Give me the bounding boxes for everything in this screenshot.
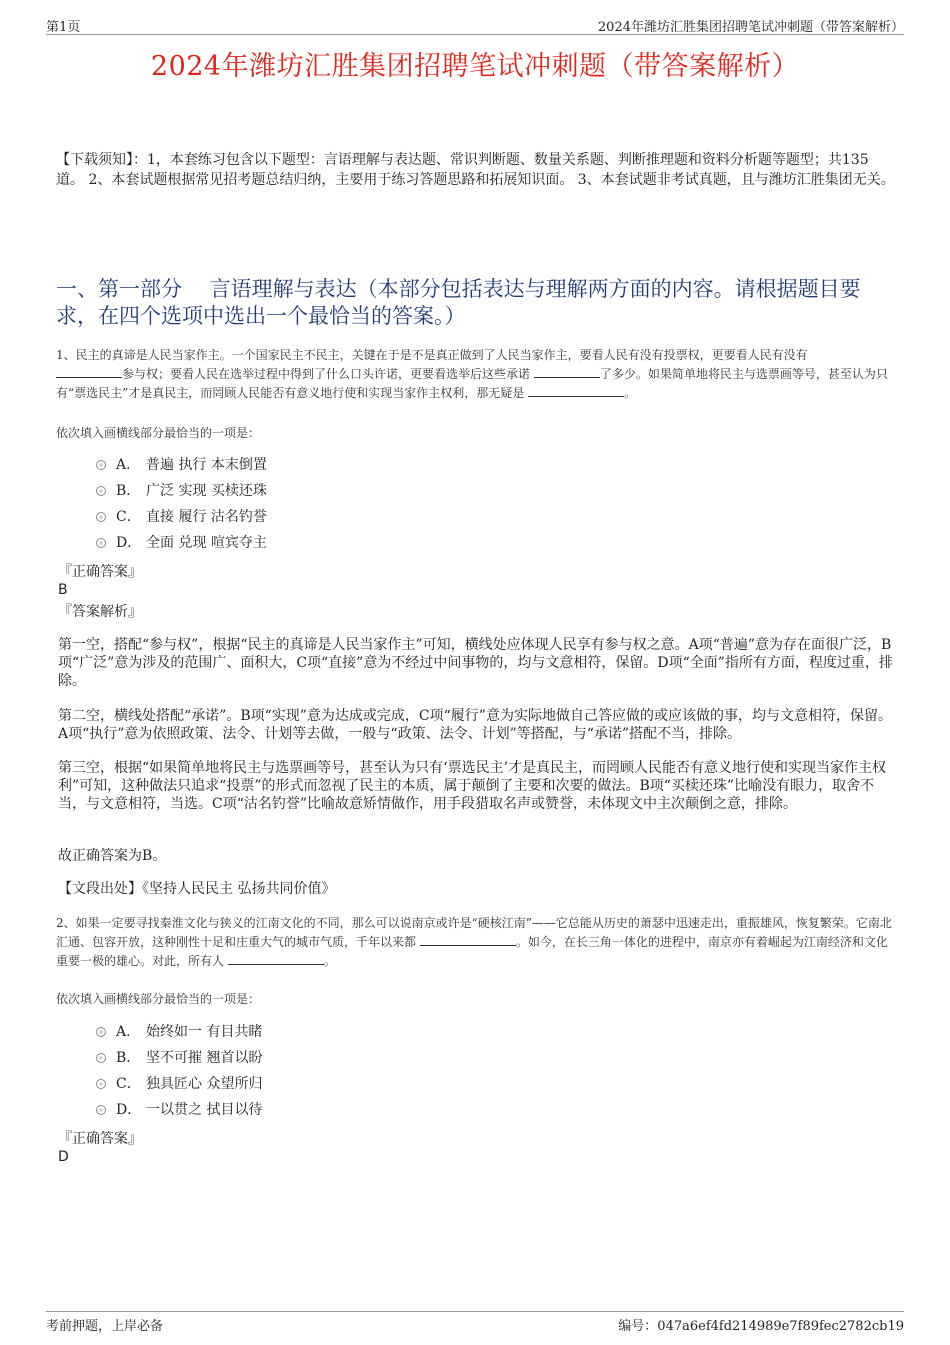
- document-title: 2024年潍坊汇胜集团招聘笔试冲刺题（带答案解析）: [150, 51, 800, 82]
- blank-1: [56, 365, 122, 378]
- analysis-paragraph: 第一空，搭配“参与权”，根据“民主的真谛是人民当家作主”可知，横线处应体现人民享有参与权之意。A项“普遍”意为存在面很广泛，B项“广泛”意为涉及的范围广、面积大，C项“直接”意为不经过中间事物的，均与文意相符，保留。D项“全面”指所有方面，程度过重，排除。: [58, 637, 893, 689]
- option-c[interactable]: C． 直接 履行 沽名钓誉: [96, 504, 267, 530]
- question-2-instruction: 依次填入画横线部分最恰当的一项是：: [56, 992, 261, 1006]
- question-1-text: 1、民主的真谛是人民当家作主。一个国家民主不民主，关键在于是不是真正做到了人民当家作主，要看人民有没有投票权，更要看人民有没有 参与权；要看人民在选举过程中得到了什么口头许诺，更要看选举后这些承诺 了多少。如果简单地将民主与选票画等号，甚至认为只有“票选民主”才是真民主，而罔顾人民能否有意义地行使和实现当家作主权利，那无疑是 。: [56, 348, 888, 400]
- option-a[interactable]: A． 普遍 执行 本末倒置: [96, 452, 267, 478]
- analysis-paragraph: 第二空，横线处搭配“承诺”。B项“实现”意为达成或完成，C项“履行”意为实际地做自己答应做的或应该做的事，均与文意相符，保留。A项“执行”意为依照政策、法令、计划等去做，一般与“政策、法令、计划”等搭配，与“承诺”搭配不当，排除。: [58, 708, 892, 742]
- question-1-options: [96, 452, 267, 556]
- blank-2: [534, 365, 600, 378]
- radio-icon[interactable]: [96, 1053, 106, 1063]
- page-number: 第1页: [46, 20, 81, 35]
- download-notice: 【下载须知】：1，本套练习包含以下题型：言语理解与表达题、常识判断题、数量关系题、判断推理题和资料分析题等题型；共135道。 2、本套试题根据常见招考题总结归纳，主要用于练习答题思路和拓展知识面。 3、本套试题非考试真题，且与潍坊汇胜集团无关。: [56, 152, 895, 188]
- section-heading: 一、第一部分 言语理解与表达（本部分包括表达与理解两方面的内容。请根据题目要求，在四个选项中选出一个最恰当的答案。）: [56, 277, 861, 328]
- option-a[interactable]: A． 始终如一 有目共睹: [96, 1019, 262, 1045]
- radio-icon[interactable]: [96, 1079, 106, 1089]
- radio-icon[interactable]: [96, 1105, 106, 1115]
- answer-value: B: [58, 582, 68, 598]
- blank-3: [528, 384, 624, 397]
- footer-document-id: 编号：047a6ef4fd214989e7f89fec2782cb19: [618, 1319, 904, 1334]
- option-d[interactable]: D． 一以贯之 拭目以待: [96, 1097, 262, 1123]
- analysis-label: 『答案解析』: [58, 604, 142, 620]
- option-c[interactable]: C． 独具匠心 众望所归: [96, 1071, 262, 1097]
- option-b[interactable]: B． 坚不可摧 翘首以盼: [96, 1045, 262, 1071]
- answer-value: D: [58, 1149, 69, 1165]
- blank-2: [228, 952, 324, 965]
- radio-icon[interactable]: [96, 460, 106, 470]
- passage-source: 【文段出处】《坚持人民民主 弘扬共同价值》: [58, 881, 336, 897]
- analysis-paragraph: 第三空，根据“如果简单地将民主与选票画等号，甚至认为只有‘票选民主’才是真民主，而罔顾人民能否有意义地行使和实现当家作主权利”可知，这种做法只追求“投票”的形式而忽视了民主的本质，属于颠倒了主要和次要的做法。B项“买椟还珠”比喻没有眼力，取舍不当，与文意相符，当选。C项“沽名钓誉”比喻故意矫情做作，用手段猎取名声或赞誉，未体现文中主次颠倒之意，排除。: [58, 760, 887, 812]
- radio-icon[interactable]: [96, 486, 106, 496]
- analysis-conclusion: 故正确答案为B。: [58, 848, 167, 864]
- question-2-options: [96, 1019, 262, 1123]
- option-b[interactable]: B． 广泛 实现 买椟还珠: [96, 478, 267, 504]
- header-doc-title: 2024年潍坊汇胜集团招聘笔试冲刺题（带答案解析）: [597, 20, 904, 35]
- answer-label: 『正确答案』: [58, 1131, 142, 1147]
- radio-icon[interactable]: [96, 538, 106, 548]
- page-footer: [46, 1311, 904, 1334]
- blank-1: [420, 933, 516, 946]
- question-1-instruction: 依次填入画横线部分最恰当的一项是：: [56, 426, 261, 440]
- page-header: [46, 14, 904, 35]
- question-2-text: 2、如果一定要寻找秦淮文化与狭义的江南文化的不同，那么可以说南京或许是“硬核江南”——它总能从历史的萧瑟中迅速走出，重振雄风，恢复繁荣。它南北汇通、包容开放，这种刚性十足和庄重大气的城市气质，千年以来都 。如今，在长三角一体化的进程中，南京亦有着崛起为江南经济和文化重要一极的雄心。对此，所有人 。: [56, 916, 892, 968]
- answer-label: 『正确答案』: [58, 564, 142, 580]
- option-d[interactable]: D． 全面 兑现 喧宾夺主: [96, 530, 267, 556]
- radio-icon[interactable]: [96, 512, 106, 522]
- radio-icon[interactable]: [96, 1027, 106, 1037]
- footer-slogan: 考前押题，上岸必备: [46, 1319, 164, 1334]
